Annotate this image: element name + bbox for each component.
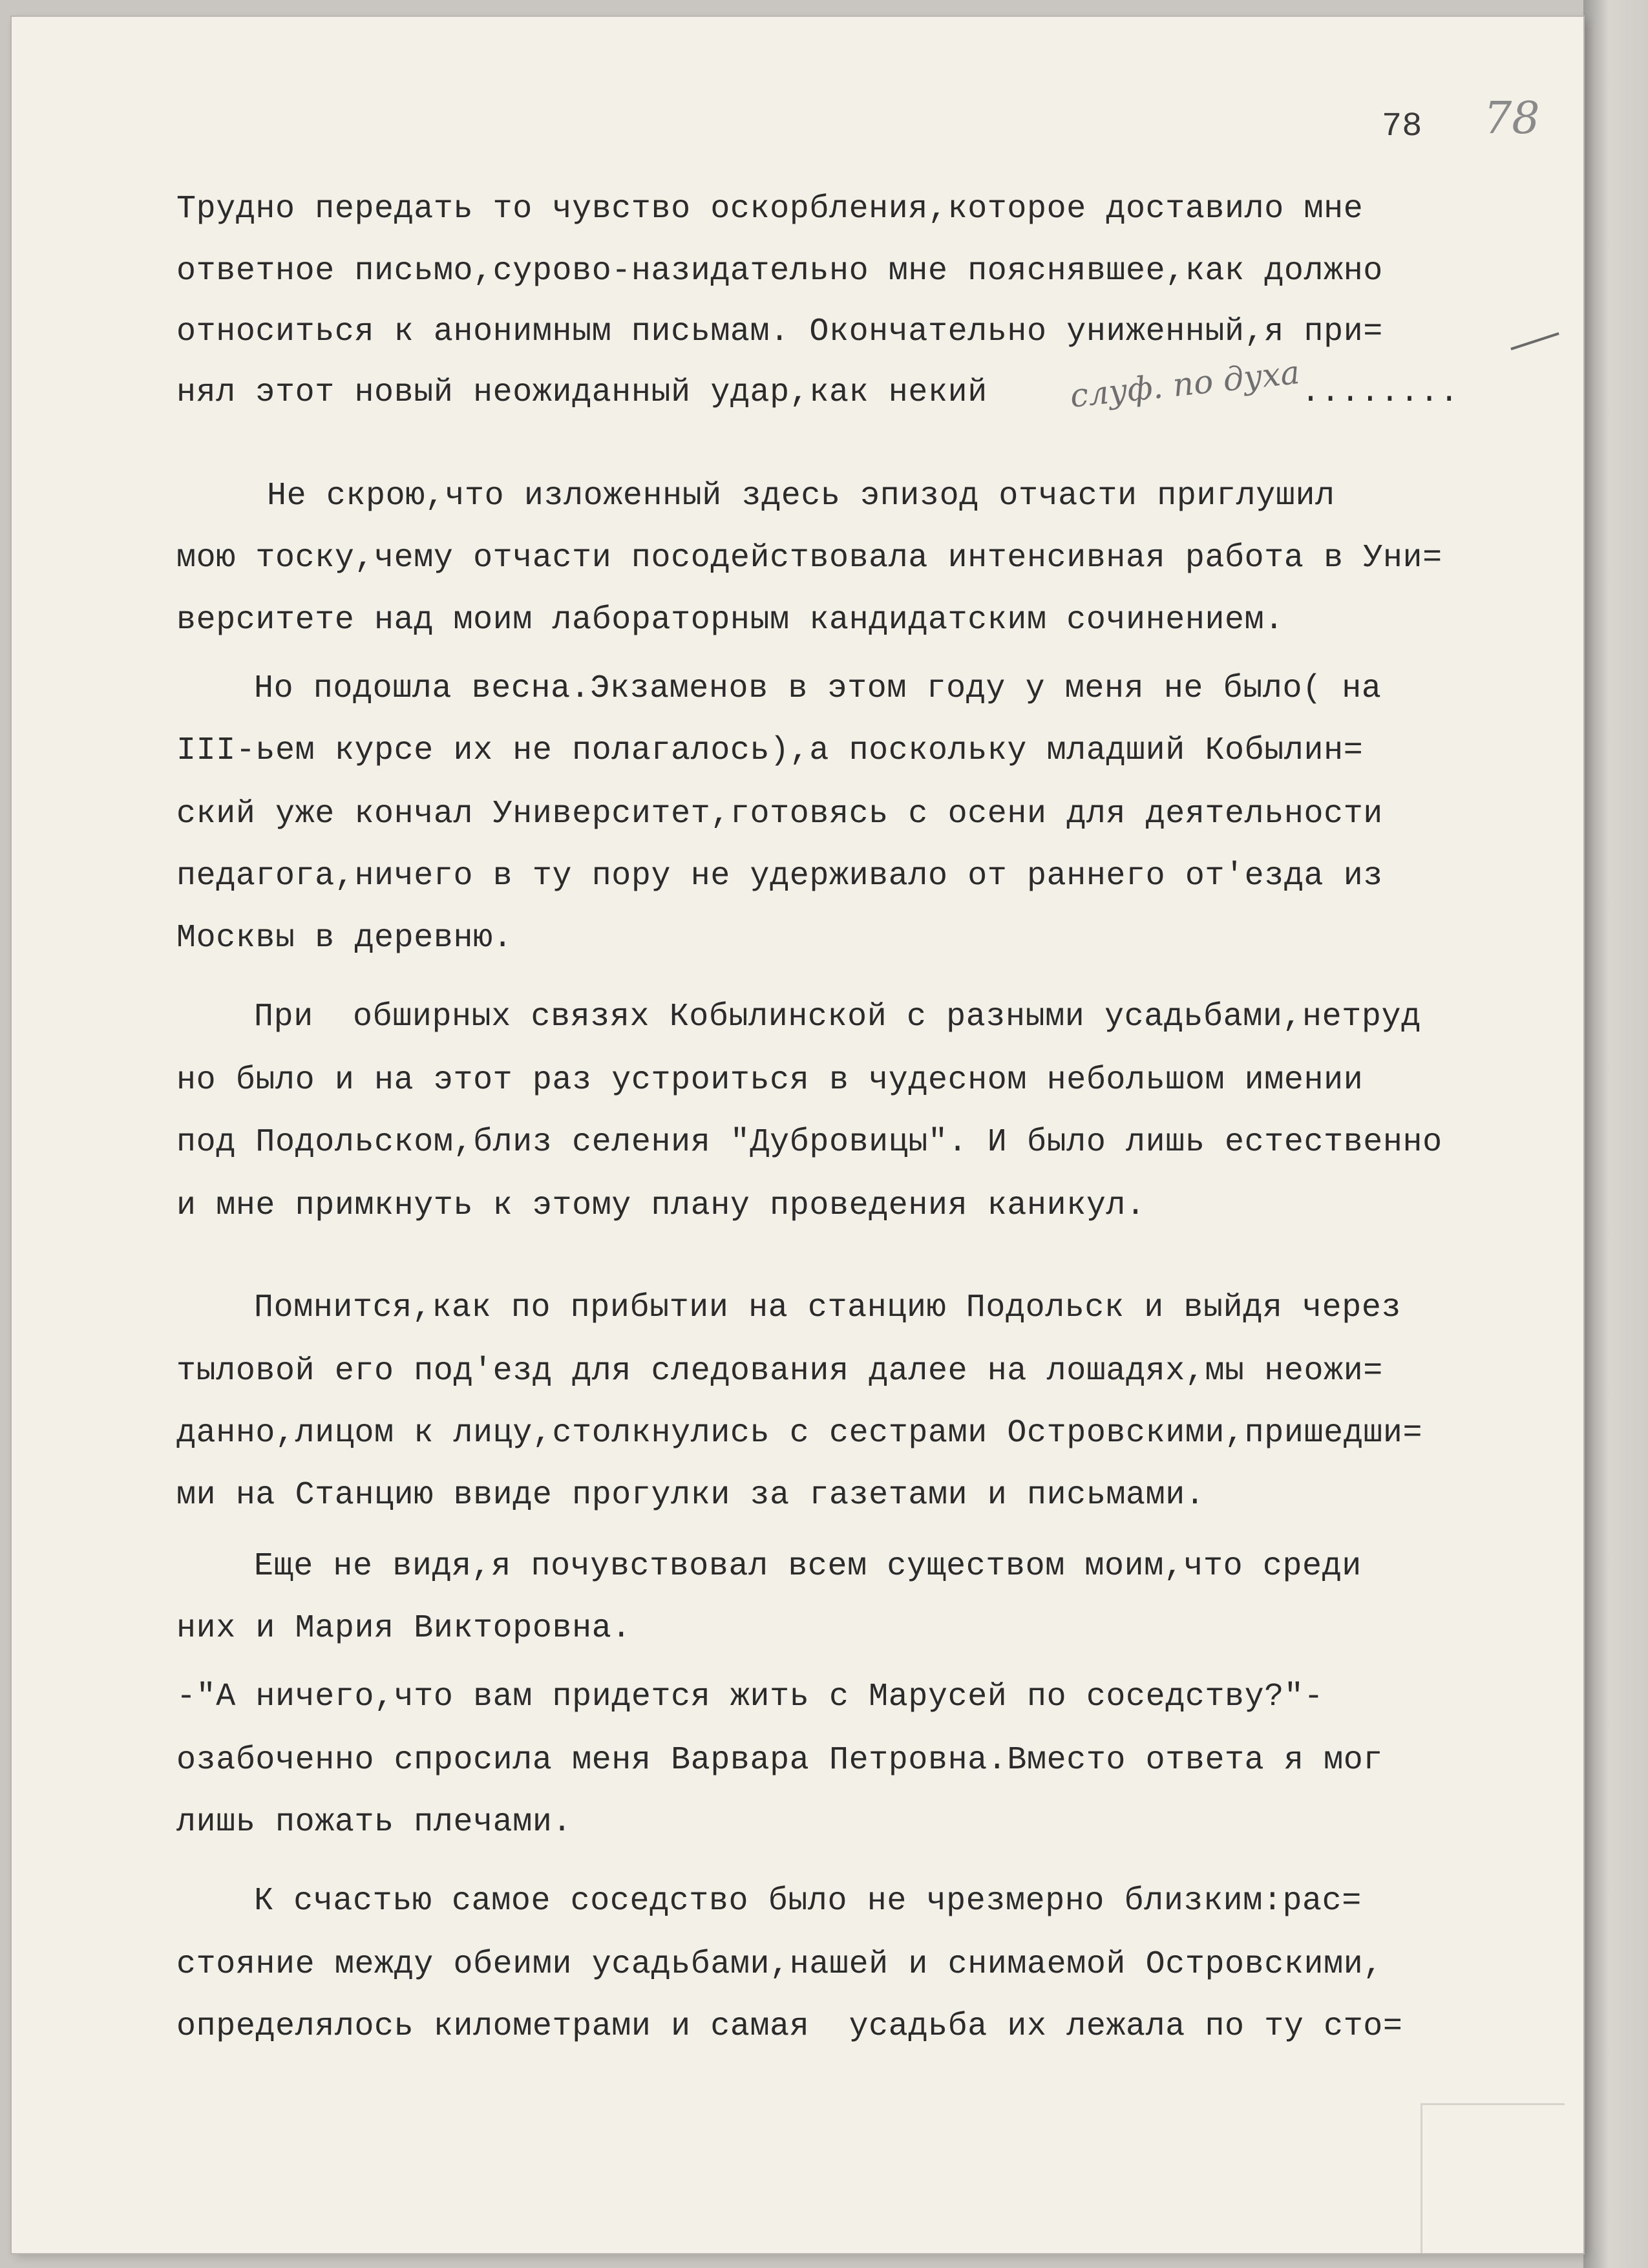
text-line: Но подошла весна.Экзаменов в этом году у меня не было( на (254, 670, 1382, 707)
typewritten-page (12, 17, 1583, 2253)
text-line: определялось километрами и самая усадьба их лежала по ту сто= (176, 2008, 1403, 2045)
text-line: Трудно передать то чувство оскорбления,которое доставило мне (176, 191, 1364, 228)
page-number: 78 (1382, 107, 1422, 145)
archive-stamp (1421, 2103, 1565, 2253)
text-line: К счастью самое соседство было не чрезмерно близким:рас= (254, 1883, 1362, 1920)
text-line: ответное письмо,сурово-назидательно мне пояснявшее,как должно (176, 253, 1383, 290)
text-line: стояние между обеими усадьбами,нашей и снимаемой Островскими, (176, 1946, 1383, 1983)
text-line: ми на Станцию ввиде прогулки за газетами и письмами. (176, 1477, 1205, 1514)
text-line: лишь пожать плечами. (176, 1804, 573, 1841)
text-line: данно,лицом к лицу,столкнулись с сестрами Островскими,пришедши= (176, 1415, 1423, 1452)
text-line: -"А ничего,что вам придется жить с Марусей по соседству?"- (176, 1679, 1324, 1715)
text-line: Помнится,как по прибытии на станцию Подольск и выйдя через (254, 1289, 1402, 1326)
text-line: При обширных связях Кобылинской с разными усадьбами,нетруд (254, 999, 1421, 1035)
text-line-tail: ........ (1301, 374, 1459, 411)
text-line: нял этот новый неожиданный удар,как некий (176, 374, 1008, 411)
text-line: относиться к анонимным письмам. Окончательно униженный,я при= (176, 313, 1383, 350)
archive-page-number: 78 (1484, 93, 1540, 144)
text-line: ский уже кончал Университет,готовясь с осени для деятельности (176, 796, 1383, 832)
text-line: III-ьем курсе их не полагалось),а поскольку младший Кобылин= (176, 732, 1364, 769)
text-line: и мне примкнуть к этому плану проведения каникул. (176, 1187, 1146, 1224)
handwritten-note: слуф. по духа (1068, 353, 1302, 415)
pencil-mark (1510, 332, 1559, 350)
text-line: но было и на этот раз устроиться в чудесном небольшом имении (176, 1062, 1364, 1099)
text-line: озабоченно спросила меня Варвара Петровна.Вместо ответа я мог (176, 1742, 1383, 1779)
text-line: верситете над моим лабораторным кандидатским сочинением. (176, 602, 1284, 639)
text-line: тыловой его под'езд для следования далее на лошадях,мы неожи= (176, 1353, 1383, 1390)
text-line: Не скрою,что изложенный здесь эпизод отчасти приглушил (267, 478, 1335, 514)
text-line: Москвы в деревню. (176, 920, 513, 957)
text-line: мою тоску,чему отчасти посодействовала интенсивная работа в Уни= (176, 540, 1442, 577)
text-line: под Подольском,близ селения "Дубровицы". И было лишь естественно (176, 1124, 1442, 1161)
text-line: них и Мария Викторовна. (176, 1610, 631, 1647)
background-edge (1583, 0, 1648, 2268)
text-line: педагога,ничего в ту пору не удерживало от раннего от'езда из (176, 858, 1383, 895)
text-line: Еще не видя,я почувствовал всем существом моим,что среди (254, 1548, 1362, 1585)
